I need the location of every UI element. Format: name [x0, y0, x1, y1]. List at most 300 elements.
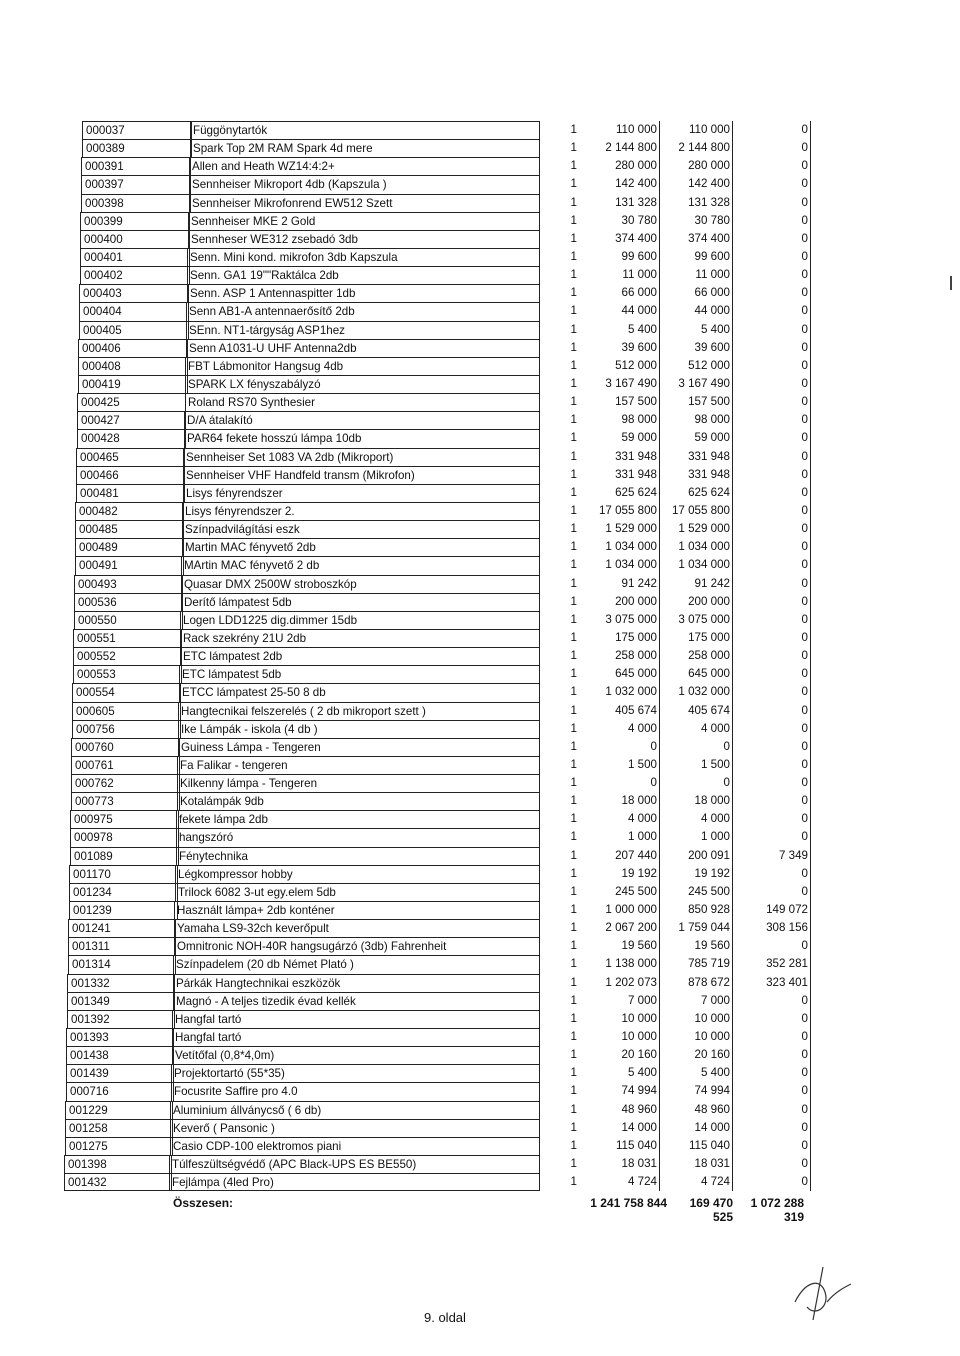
asset-code: 001432	[64, 1173, 172, 1191]
net-value: 0	[733, 375, 811, 393]
asset-name: Hangfal tartó	[172, 1010, 540, 1028]
gross-value: 1 032 000	[580, 683, 660, 701]
gross-value: 74 994	[580, 1082, 660, 1100]
depreciation-value: 1 000	[660, 828, 733, 846]
table-row	[0, 593, 960, 611]
asset-name: Quasar DMX 2500W stroboszkóp	[181, 575, 540, 593]
net-value: 0	[733, 556, 811, 574]
asset-name: Légkompressor hobby	[175, 865, 540, 883]
table-row	[0, 139, 960, 157]
asset-code: 000493	[74, 575, 183, 593]
depreciation-value: 10 000	[660, 1028, 733, 1046]
depreciation-value: 245 500	[660, 883, 733, 901]
asset-name: SPARK LX fényszabályzó	[185, 375, 540, 393]
depreciation-value: 18 031	[660, 1155, 733, 1173]
asset-name: Aluminium állványcső ( 6 db)	[170, 1101, 540, 1119]
depreciation-value: 258 000	[660, 647, 733, 665]
table-row	[0, 1137, 960, 1155]
asset-qty: 1	[570, 213, 577, 227]
asset-code: 000716	[66, 1082, 174, 1100]
asset-qty: 1	[570, 939, 577, 953]
gross-value: 1 000	[580, 828, 660, 846]
gross-value: 374 400	[580, 230, 660, 248]
asset-code: 000761	[71, 756, 180, 774]
asset-qty: 1	[570, 340, 577, 354]
asset-name: Sennheiser Mikroport 4db (Kapszula )	[189, 175, 540, 193]
gross-value: 110 000	[580, 121, 660, 139]
asset-code: 000978	[70, 828, 179, 846]
table-row	[0, 810, 960, 828]
table-row	[0, 484, 960, 502]
depreciation-value: 5 400	[660, 1064, 733, 1082]
depreciation-value: 331 948	[660, 466, 733, 484]
asset-code: 001439	[66, 1064, 174, 1082]
asset-qty: 1	[570, 376, 577, 390]
depreciation-value: 59 000	[660, 429, 733, 447]
gross-value: 30 780	[580, 212, 660, 230]
asset-code: 000491	[75, 556, 184, 574]
net-value: 0	[733, 683, 811, 701]
table-row	[0, 1119, 960, 1137]
asset-qty: 1	[570, 522, 577, 536]
asset-qty: 1	[570, 1066, 577, 1080]
total-value-2: 169 470 525	[689, 1196, 733, 1224]
depreciation-value: 1 759 044	[660, 919, 733, 937]
net-value: 0	[733, 1137, 811, 1155]
table-row	[0, 901, 960, 919]
net-value: 0	[733, 756, 811, 774]
net-value: 0	[733, 629, 811, 647]
asset-qty: 1	[570, 812, 577, 826]
net-value: 0	[733, 357, 811, 375]
gross-value: 59 000	[580, 429, 660, 447]
gross-value: 258 000	[580, 647, 660, 665]
asset-code: 000466	[76, 466, 185, 484]
gross-value: 11 000	[580, 266, 660, 284]
table-row	[0, 919, 960, 937]
gross-value: 18 031	[580, 1155, 660, 1173]
net-value: 0	[733, 1119, 811, 1137]
gross-value: 20 160	[580, 1046, 660, 1064]
net-value: 0	[733, 792, 811, 810]
totals-row	[0, 1196, 960, 1224]
gross-value: 142 400	[580, 175, 660, 193]
asset-code: 000762	[71, 774, 180, 792]
asset-name: Projektortartó (55*35)	[171, 1064, 540, 1082]
depreciation-value: 131 328	[660, 194, 733, 212]
asset-qty: 1	[570, 993, 577, 1007]
asset-qty: 1	[570, 957, 577, 971]
gross-value: 115 040	[580, 1137, 660, 1155]
asset-code: 000481	[76, 484, 185, 502]
table-row	[0, 466, 960, 484]
net-value: 0	[733, 538, 811, 556]
asset-name: Ike Lámpák - iskola (4 db )	[178, 720, 540, 738]
depreciation-value: 878 672	[660, 974, 733, 992]
asset-qty: 1	[570, 703, 577, 717]
depreciation-value: 2 144 800	[660, 139, 733, 157]
net-value: 0	[733, 230, 811, 248]
gross-value: 2 067 200	[580, 919, 660, 937]
asset-qty: 1	[570, 1157, 577, 1171]
asset-code: 000536	[74, 593, 183, 611]
net-value: 0	[733, 502, 811, 520]
total-value-3: 1 072 288 319	[750, 1196, 804, 1224]
asset-name: Párkák Hangtechnikai eszközök	[173, 974, 540, 992]
asset-code: 000398	[81, 194, 191, 212]
table-row	[0, 955, 960, 973]
net-value: 0	[733, 339, 811, 357]
asset-name: hangszóró	[176, 828, 540, 846]
asset-code: 001239	[69, 901, 178, 919]
asset-name: Senn. Mini kond. mikrofon 3db Kapszula	[187, 248, 540, 266]
asset-qty: 1	[570, 1011, 577, 1025]
gross-value: 1 202 073	[580, 974, 660, 992]
asset-qty: 1	[570, 739, 577, 753]
asset-qty: 1	[570, 231, 577, 245]
gross-value: 39 600	[580, 339, 660, 357]
asset-qty: 1	[570, 286, 577, 300]
net-value: 0	[733, 393, 811, 411]
asset-code: 000485	[75, 520, 184, 538]
asset-qty: 1	[570, 249, 577, 263]
gross-value: 1 000 000	[580, 901, 660, 919]
asset-qty: 1	[570, 866, 577, 880]
net-value: 0	[733, 520, 811, 538]
gross-value: 1 500	[580, 756, 660, 774]
depreciation-value: 1 032 000	[660, 683, 733, 701]
asset-code: 000389	[82, 139, 192, 157]
asset-qty: 1	[570, 395, 577, 409]
asset-name: Senn. GA1 19""Raktálca 2db	[187, 266, 540, 284]
gross-value: 645 000	[580, 665, 660, 683]
gross-value: 4 000	[580, 810, 660, 828]
asset-qty: 1	[570, 558, 577, 572]
asset-name: ETC lámpatest 2db	[180, 647, 540, 665]
asset-qty: 1	[570, 649, 577, 663]
asset-name: Kilkenny lámpa - Tengeren	[177, 774, 540, 792]
net-value: 0	[733, 321, 811, 339]
gross-value: 19 192	[580, 865, 660, 883]
asset-name: Roland RS70 Synthesier	[185, 393, 540, 411]
gross-value: 10 000	[580, 1010, 660, 1028]
asset-name: PAR64 fekete hosszú lámpa 10db	[184, 429, 540, 447]
table-row	[0, 411, 960, 429]
depreciation-value: 1 034 000	[660, 538, 733, 556]
asset-qty: 1	[570, 322, 577, 336]
net-value: 0	[733, 212, 811, 230]
gross-value: 19 560	[580, 937, 660, 955]
table-row	[0, 665, 960, 683]
gross-value: 331 948	[580, 466, 660, 484]
page-number: 9. oldal	[424, 1310, 466, 1325]
gross-value: 14 000	[580, 1119, 660, 1137]
asset-qty: 1	[570, 503, 577, 517]
table-row	[0, 538, 960, 556]
asset-code: 001258	[65, 1119, 173, 1137]
gross-value: 0	[580, 774, 660, 792]
asset-name: FBT Lábmonitor Hangsug 4db	[185, 357, 540, 375]
depreciation-value: 512 000	[660, 357, 733, 375]
table-row	[0, 1082, 960, 1100]
asset-name: SEnn. NT1-tárgyság ASP1hez	[186, 321, 540, 339]
asset-code: 000404	[79, 302, 189, 320]
gross-value: 175 000	[580, 629, 660, 647]
net-value: 0	[733, 720, 811, 738]
asset-code: 000554	[72, 683, 181, 701]
asset-qty: 1	[570, 268, 577, 282]
asset-code: 000489	[75, 538, 184, 556]
asset-qty: 1	[570, 685, 577, 699]
table-row	[0, 1064, 960, 1082]
asset-code: 000482	[75, 502, 184, 520]
net-value: 0	[733, 883, 811, 901]
asset-name: Függönytartók	[190, 121, 540, 139]
depreciation-value: 0	[660, 738, 733, 756]
net-value: 0	[733, 484, 811, 502]
totals-label: Összesen:	[173, 1196, 234, 1210]
net-value: 0	[733, 593, 811, 611]
asset-name: Casio CDP-100 elektromos piani	[170, 1137, 540, 1155]
asset-code: 000401	[80, 248, 190, 266]
depreciation-value: 157 500	[660, 393, 733, 411]
depreciation-value: 14 000	[660, 1119, 733, 1137]
depreciation-value: 0	[660, 774, 733, 792]
asset-code: 000037	[82, 121, 192, 139]
gross-value: 99 600	[580, 248, 660, 266]
table-row	[0, 248, 960, 266]
net-value: 0	[733, 302, 811, 320]
asset-name: Sennheiser Mikrofonrend EW512 Szett	[189, 194, 540, 212]
gross-value: 625 624	[580, 484, 660, 502]
net-value: 0	[733, 992, 811, 1010]
asset-code: 000408	[78, 357, 188, 375]
asset-qty: 1	[570, 177, 577, 191]
asset-name: Magnó - A teljes tizedik évad kellék	[173, 992, 540, 1010]
asset-code: 001438	[66, 1046, 174, 1064]
net-value: 308 156	[733, 919, 811, 937]
asset-qty: 1	[570, 141, 577, 155]
gross-value: 5 400	[580, 321, 660, 339]
asset-qty: 1	[570, 576, 577, 590]
depreciation-value: 11 000	[660, 266, 733, 284]
asset-qty: 1	[570, 884, 577, 898]
gross-value: 4 724	[580, 1173, 660, 1191]
asset-name: Allen and Heath WZ14:4:2+	[189, 157, 540, 175]
depreciation-value: 115 040	[660, 1137, 733, 1155]
depreciation-value: 850 928	[660, 901, 733, 919]
net-value: 0	[733, 121, 811, 139]
gross-value: 3 075 000	[580, 611, 660, 629]
asset-name: Yamaha LS9-32ch keverőpult	[174, 919, 540, 937]
table-row	[0, 683, 960, 701]
table-row	[0, 629, 960, 647]
asset-qty: 1	[570, 667, 577, 681]
asset-code: 000550	[74, 611, 183, 629]
net-value: 0	[733, 1082, 811, 1100]
depreciation-value: 374 400	[660, 230, 733, 248]
asset-code: 000551	[73, 629, 182, 647]
asset-name: Guiness Lámpa - Tengeren	[178, 738, 540, 756]
depreciation-value: 5 400	[660, 321, 733, 339]
asset-name: Logen LDD1225 dig.dimmer 15db	[180, 611, 540, 629]
asset-code: 000553	[73, 665, 182, 683]
depreciation-value: 4 000	[660, 810, 733, 828]
asset-code: 000975	[70, 810, 179, 828]
net-value: 323 401	[733, 974, 811, 992]
table-row	[0, 774, 960, 792]
gross-value: 0	[580, 738, 660, 756]
asset-qty: 1	[570, 358, 577, 372]
gross-value: 1 034 000	[580, 556, 660, 574]
net-value: 0	[733, 157, 811, 175]
asset-code: 001241	[68, 919, 176, 937]
asset-name: Sennheiser MKE 2 Gold	[188, 212, 540, 230]
gross-value: 200 000	[580, 593, 660, 611]
net-value: 0	[733, 411, 811, 429]
gross-value: 512 000	[580, 357, 660, 375]
asset-name: D/A átalakító	[184, 411, 540, 429]
asset-name: Színpadelem (20 db Német Plató )	[173, 955, 540, 973]
depreciation-value: 331 948	[660, 448, 733, 466]
gross-value: 5 400	[580, 1064, 660, 1082]
table-row	[0, 611, 960, 629]
net-value: 0	[733, 284, 811, 302]
asset-name: Kotalámpák 9db	[177, 792, 540, 810]
net-value: 0	[733, 828, 811, 846]
asset-qty: 1	[570, 449, 577, 463]
table-row	[0, 1010, 960, 1028]
asset-code: 001234	[69, 883, 178, 901]
asset-qty: 1	[570, 921, 577, 935]
gross-value: 3 167 490	[580, 375, 660, 393]
gross-value: 91 242	[580, 575, 660, 593]
net-value: 0	[733, 194, 811, 212]
net-value: 7 349	[733, 847, 811, 865]
depreciation-value: 30 780	[660, 212, 733, 230]
asset-qty: 1	[570, 1048, 577, 1062]
table-row	[0, 212, 960, 230]
net-value: 0	[733, 448, 811, 466]
asset-qty: 1	[570, 413, 577, 427]
net-value: 0	[733, 175, 811, 193]
depreciation-value: 4 000	[660, 720, 733, 738]
depreciation-value: 175 000	[660, 629, 733, 647]
table-row	[0, 847, 960, 865]
depreciation-value: 405 674	[660, 702, 733, 720]
asset-name: ETCC lámpatest 25-50 8 db	[179, 683, 540, 701]
gross-value: 4 000	[580, 720, 660, 738]
table-row	[0, 865, 960, 883]
asset-code: 001311	[68, 937, 176, 955]
depreciation-value: 91 242	[660, 575, 733, 593]
asset-code: 001089	[70, 847, 179, 865]
asset-qty: 1	[570, 1138, 577, 1152]
gross-value: 48 960	[580, 1101, 660, 1119]
depreciation-value: 625 624	[660, 484, 733, 502]
depreciation-value: 99 600	[660, 248, 733, 266]
depreciation-value: 200 091	[660, 847, 733, 865]
depreciation-value: 200 000	[660, 593, 733, 611]
asset-qty: 1	[570, 1120, 577, 1134]
table-row	[0, 284, 960, 302]
asset-name: Színpadvilágítási eszk	[182, 520, 540, 538]
asset-qty: 1	[570, 612, 577, 626]
asset-code: 000397	[81, 175, 191, 193]
table-row	[0, 575, 960, 593]
asset-name: Lisys fényrendszer 2.	[182, 502, 540, 520]
table-row	[0, 1028, 960, 1046]
asset-code: 000405	[79, 321, 189, 339]
gross-value: 1 034 000	[580, 538, 660, 556]
table-row	[0, 1101, 960, 1119]
table-row	[0, 321, 960, 339]
table-row	[0, 502, 960, 520]
asset-qty: 1	[570, 903, 577, 917]
asset-qty: 1	[570, 594, 577, 608]
asset-code: 000419	[78, 375, 188, 393]
asset-code: 000403	[79, 284, 189, 302]
table-row	[0, 1155, 960, 1173]
asset-name: Fejlámpa (4led Pro)	[169, 1173, 540, 1191]
asset-code: 000406	[78, 339, 188, 357]
asset-qty: 1	[570, 794, 577, 808]
depreciation-value: 98 000	[660, 411, 733, 429]
asset-name: Senn A1031-U UHF Antenna2db	[186, 339, 540, 357]
depreciation-value: 18 000	[660, 792, 733, 810]
table-row	[0, 194, 960, 212]
net-value: 0	[733, 774, 811, 792]
table-row	[0, 266, 960, 284]
asset-code: 001392	[67, 1010, 175, 1028]
asset-code: 000399	[80, 212, 190, 230]
net-value: 0	[733, 1010, 811, 1028]
net-value: 0	[733, 665, 811, 683]
depreciation-value: 19 192	[660, 865, 733, 883]
asset-name: ETC lámpatest 5db	[179, 665, 540, 683]
asset-name: Hangfal tartó	[172, 1028, 540, 1046]
asset-code: 000428	[77, 429, 186, 447]
depreciation-value: 4 724	[660, 1173, 733, 1191]
inventory-table	[0, 121, 960, 1191]
depreciation-value: 3 075 000	[660, 611, 733, 629]
net-value: 0	[733, 1173, 811, 1191]
table-row	[0, 429, 960, 447]
asset-qty: 1	[570, 975, 577, 989]
net-value: 0	[733, 1046, 811, 1064]
net-value: 0	[733, 611, 811, 629]
asset-name: Senn. ASP 1 Antennaspitter 1db	[187, 284, 540, 302]
net-value: 149 072	[733, 901, 811, 919]
asset-code: 000756	[72, 720, 181, 738]
asset-name: Fénytechnika	[176, 847, 540, 865]
asset-qty: 1	[570, 540, 577, 554]
gross-value: 7 000	[580, 992, 660, 1010]
table-row	[0, 647, 960, 665]
net-value: 0	[733, 429, 811, 447]
table-row	[0, 121, 960, 139]
depreciation-value: 7 000	[660, 992, 733, 1010]
edge-mark	[950, 276, 952, 290]
asset-qty: 1	[570, 431, 577, 445]
net-value: 0	[733, 865, 811, 883]
asset-qty: 1	[570, 1030, 577, 1044]
table-row	[0, 974, 960, 992]
asset-qty: 1	[570, 721, 577, 735]
gross-value: 245 500	[580, 883, 660, 901]
net-value: 0	[733, 738, 811, 756]
asset-code: 001332	[67, 974, 175, 992]
